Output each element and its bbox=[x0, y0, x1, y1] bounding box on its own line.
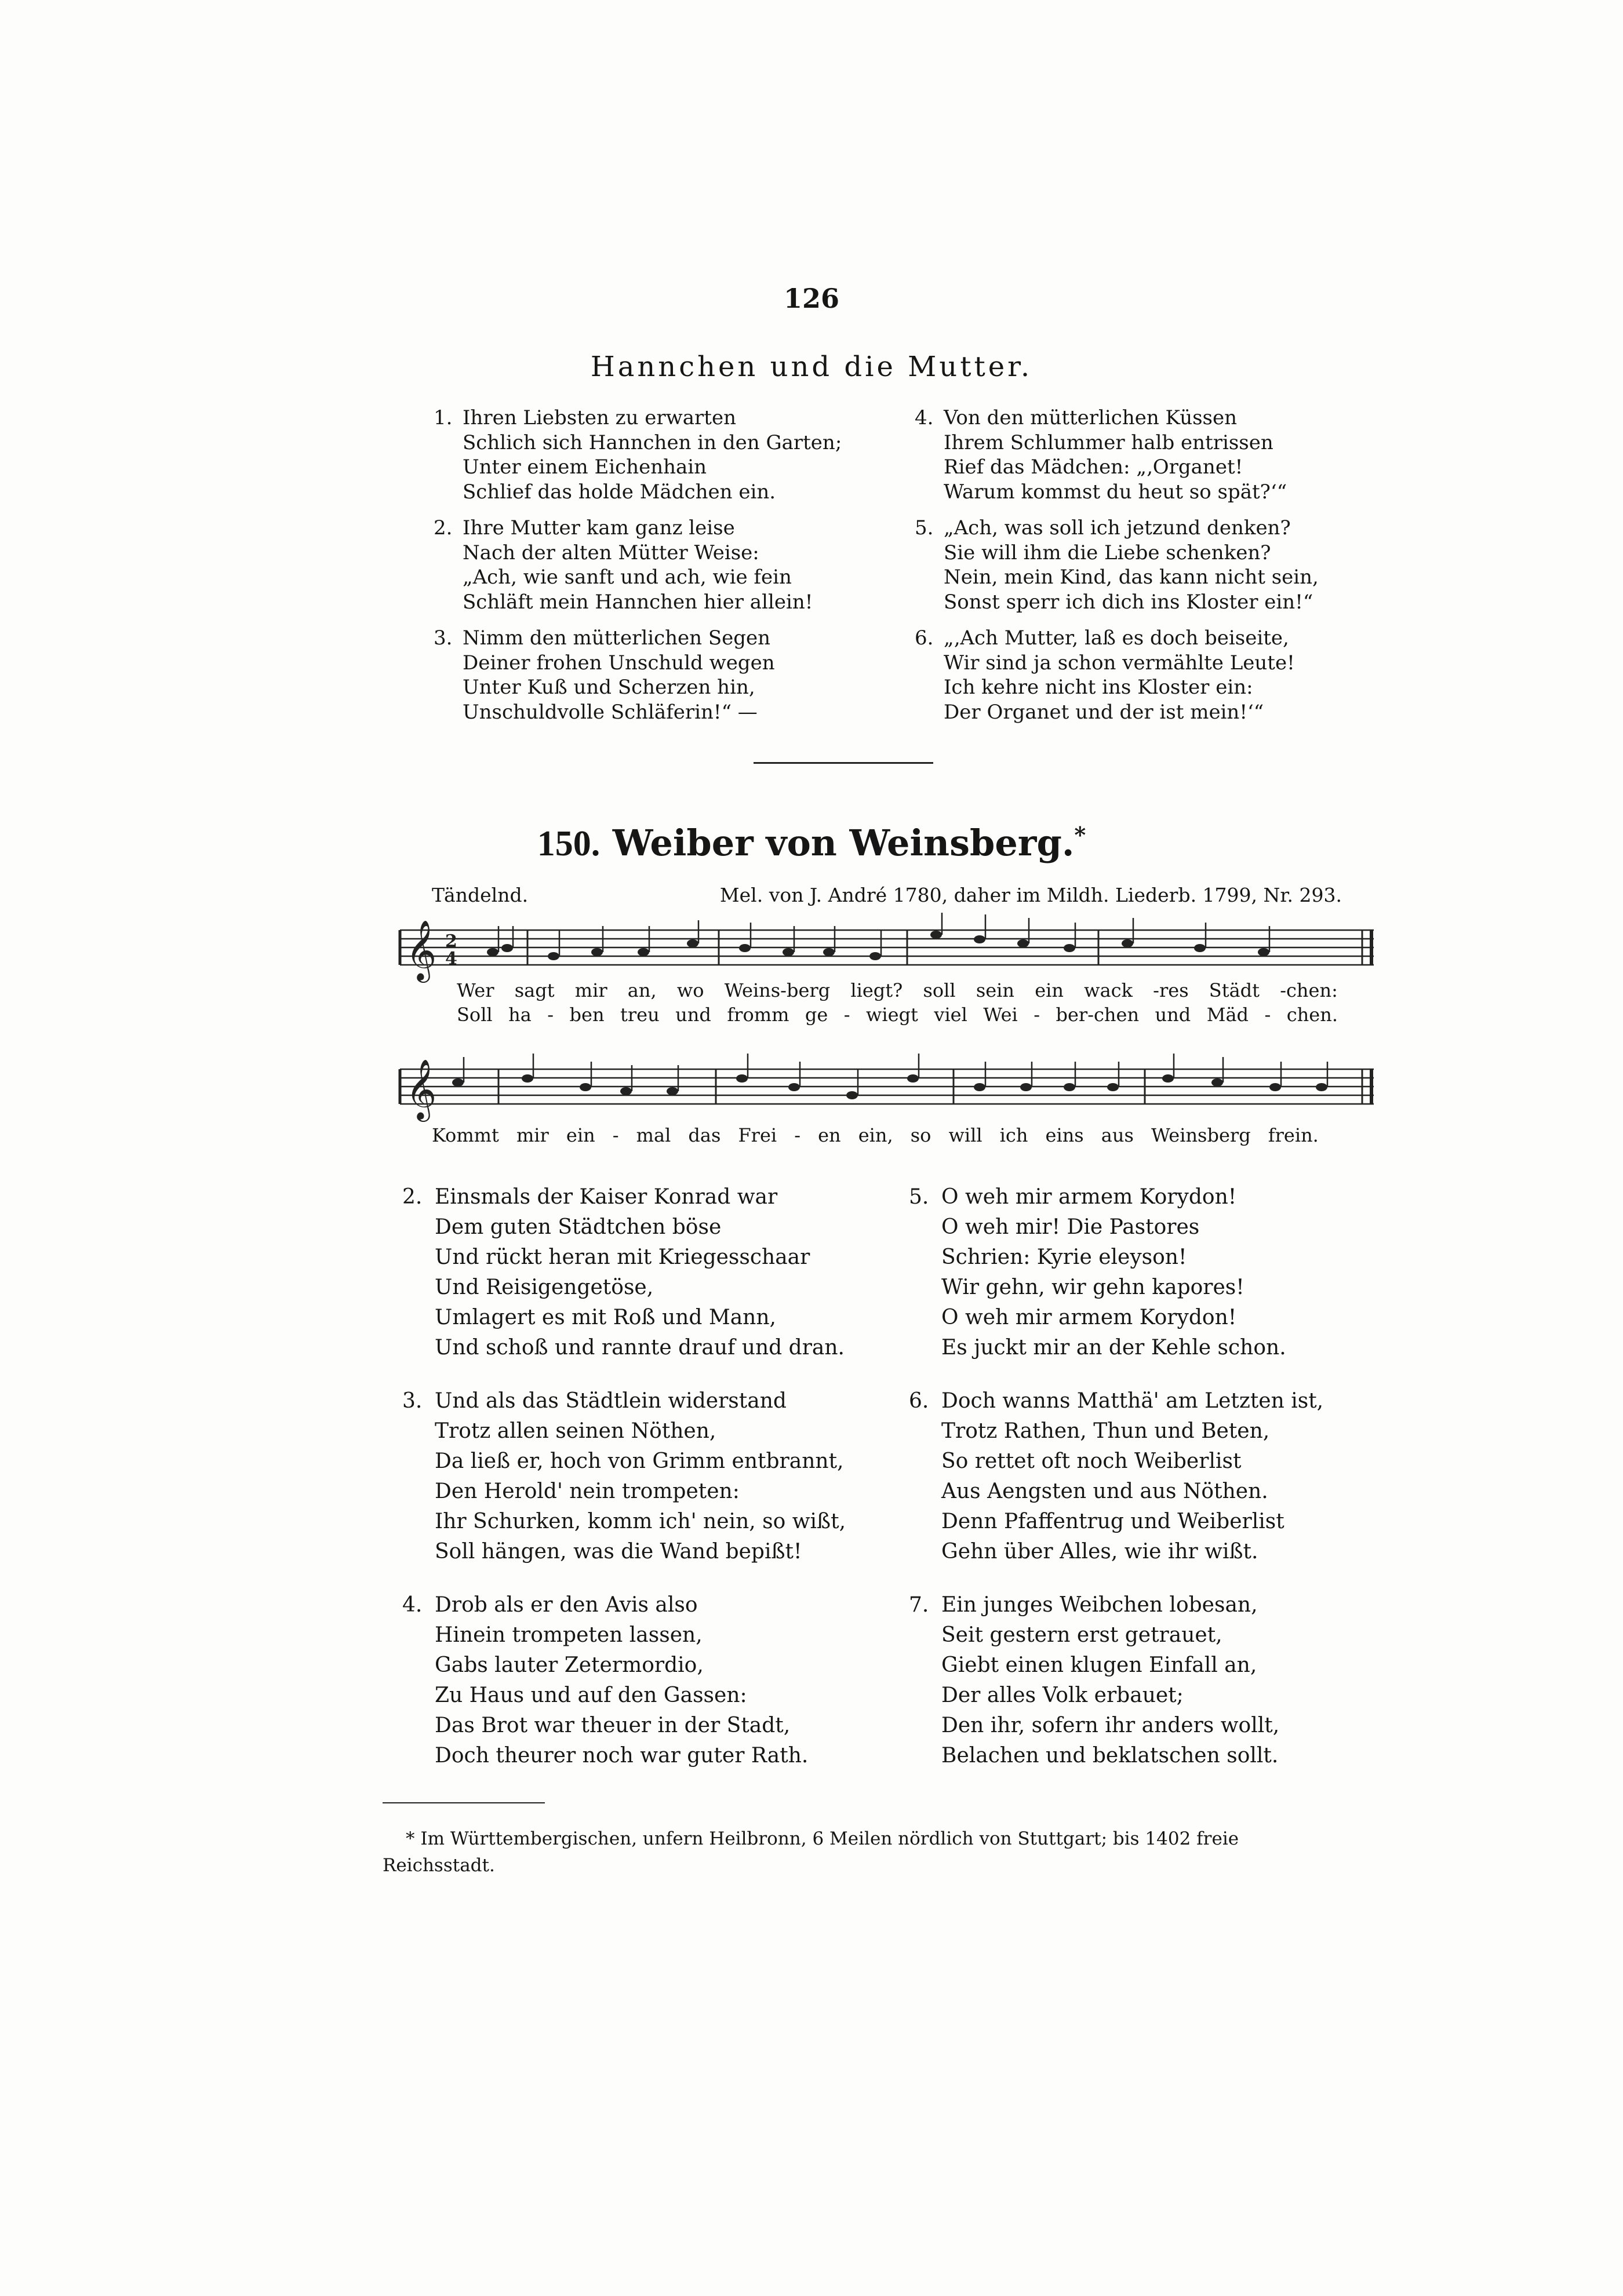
footnote-line: * Im Württembergischen, unfern Heilbronn, 6 Meilen nördlich von Stuttgart; bis 1402 freie bbox=[406, 1828, 1239, 1849]
stanza: 7. Ein junges Weibchen lobesan, Seit gestern erst getrauet, Giebt einen klugen Einfall an, Der alles Volk erbauet; Den ihr, sofern ihr anders wollt, Belachen und beklatschen sollt. bbox=[909, 1593, 1280, 1767]
song-number: 150. bbox=[537, 824, 601, 863]
poem1-right-column bbox=[915, 406, 1332, 736]
stanza: 2. Ihre Mutter kam ganz leise Nach der alten Mütter Weise: „Ach, wie sanft und ach, wie fein Schläft mein Hannchen hier allein! bbox=[434, 516, 813, 614]
music-staff-system-2 bbox=[388, 1049, 1380, 1136]
footnote bbox=[383, 1825, 1368, 1879]
stanza: 3. Nimm den mütterlichen Segen Deiner frohen Unschuld wegen Unter Kuß und Scherzen hin, Unschuldvolle Schläferin!“ — bbox=[434, 626, 775, 724]
footnote-line: Reichsstadt. bbox=[383, 1855, 495, 1876]
verses-right-column bbox=[909, 1182, 1349, 1794]
stanza: 3. Und als das Städtlein widerstand Trotz allen seinen Nöthen, Da ließ er, hoch von Grimm entbrannt, Den Herold' nein trompeten: Ihr Schurken, komm ich' nein, so wißt, Soll hängen, was die Wand bepißt! bbox=[402, 1389, 846, 1564]
svg-text:𝄞: 𝄞 bbox=[406, 1059, 437, 1120]
svg-text:4: 4 bbox=[445, 949, 457, 969]
lyrics-row-1: Wer sagt mir an, wo Weins-berg liegt? soll sein ein wack -res Städt -chen: bbox=[457, 979, 1338, 1001]
stanza: 5. O weh mir armem Korydon! O weh mir! Die Pastores Schrien: Kyrie eleyson! Wir gehn, wir gehn kapores! O weh mir armem Korydon! Es juckt mir an der Kehle schon. bbox=[909, 1185, 1286, 1360]
page-number: 126 bbox=[783, 283, 840, 314]
stanza: 5. „Ach, was soll ich jetzund denken? Sie will ihm die Liebe schenken? Nein, mein Kind, das kann nicht sein, Sonst sperr ich dich ins Kloster ein!“ bbox=[915, 516, 1319, 614]
lyrics-row-2: Soll ha - ben treu und fromm ge - wiegt viel Wei - ber-chen und Mäd - chen. bbox=[457, 1004, 1338, 1026]
stanza: 1. Ihren Liebsten zu erwarten Schlich sich Hannchen in den Garten; Unter einem Eichenhain Schlief das holde Mädchen ein. bbox=[434, 406, 842, 504]
lyrics-row-3: Kommt mir ein - mal das Frei - en ein, so will ich eins aus Weinsberg frein. bbox=[432, 1124, 1319, 1146]
stanza: 4. Von den mütterlichen Küssen Ihrem Schlummer halb entrissen Rief das Mädchen: „‚Organet! Warum kommst du heut so spät?‘“ bbox=[915, 406, 1287, 504]
poem-title: Hannchen und die Mutter. bbox=[590, 351, 1033, 383]
verses-left-column bbox=[402, 1182, 866, 1794]
stanza: 2. Einsmals der Kaiser Konrad war Dem guten Städtchen böse Und rückt heran mit Kriegesschaar Und Reisigengetöse, Umlagert es mit Roß und Mann, Und schoß und rannte drauf und dran. bbox=[402, 1185, 845, 1360]
song-title-text: Weiber von Weinsberg. bbox=[612, 822, 1075, 864]
stanza: 6. Doch wanns Matthä' am Letzten ist, Trotz Rathen, Thun und Beten, So rettet oft noch Weiberlist Aus Aengsten und aus Nöthen. Denn Pfaffentrug und Weiberlist Gehn über Alles, wie ihr wißt. bbox=[909, 1389, 1324, 1564]
footnote-divider bbox=[383, 1802, 545, 1803]
tempo-marking: Tändelnd. bbox=[432, 884, 529, 906]
poem1-left-column bbox=[434, 406, 842, 736]
svg-text:𝄞: 𝄞 bbox=[406, 920, 437, 981]
footnote-mark: * bbox=[1074, 822, 1086, 848]
stanza: 6. „‚Ach Mutter, laß es doch beiseite, Wir sind ja schon vermählte Leute! Ich kehre nicht ins Kloster ein: Der Organet und der ist mein!‘“ bbox=[915, 626, 1295, 724]
melody-attribution: Mel. von J. André 1780, daher im Mildh. Liederb. 1799, Nr. 293. bbox=[719, 884, 1342, 906]
song-title bbox=[0, 822, 1623, 865]
svg-text:2: 2 bbox=[445, 931, 457, 952]
stanza: 4. Drob als er den Avis also Hinein trompeten lassen, Gabs lauter Zetermordio, Zu Haus und auf den Gassen: Das Brot war theuer in der Stadt, Doch theurer noch war guter Rath. bbox=[402, 1593, 809, 1767]
section-divider bbox=[754, 762, 933, 764]
